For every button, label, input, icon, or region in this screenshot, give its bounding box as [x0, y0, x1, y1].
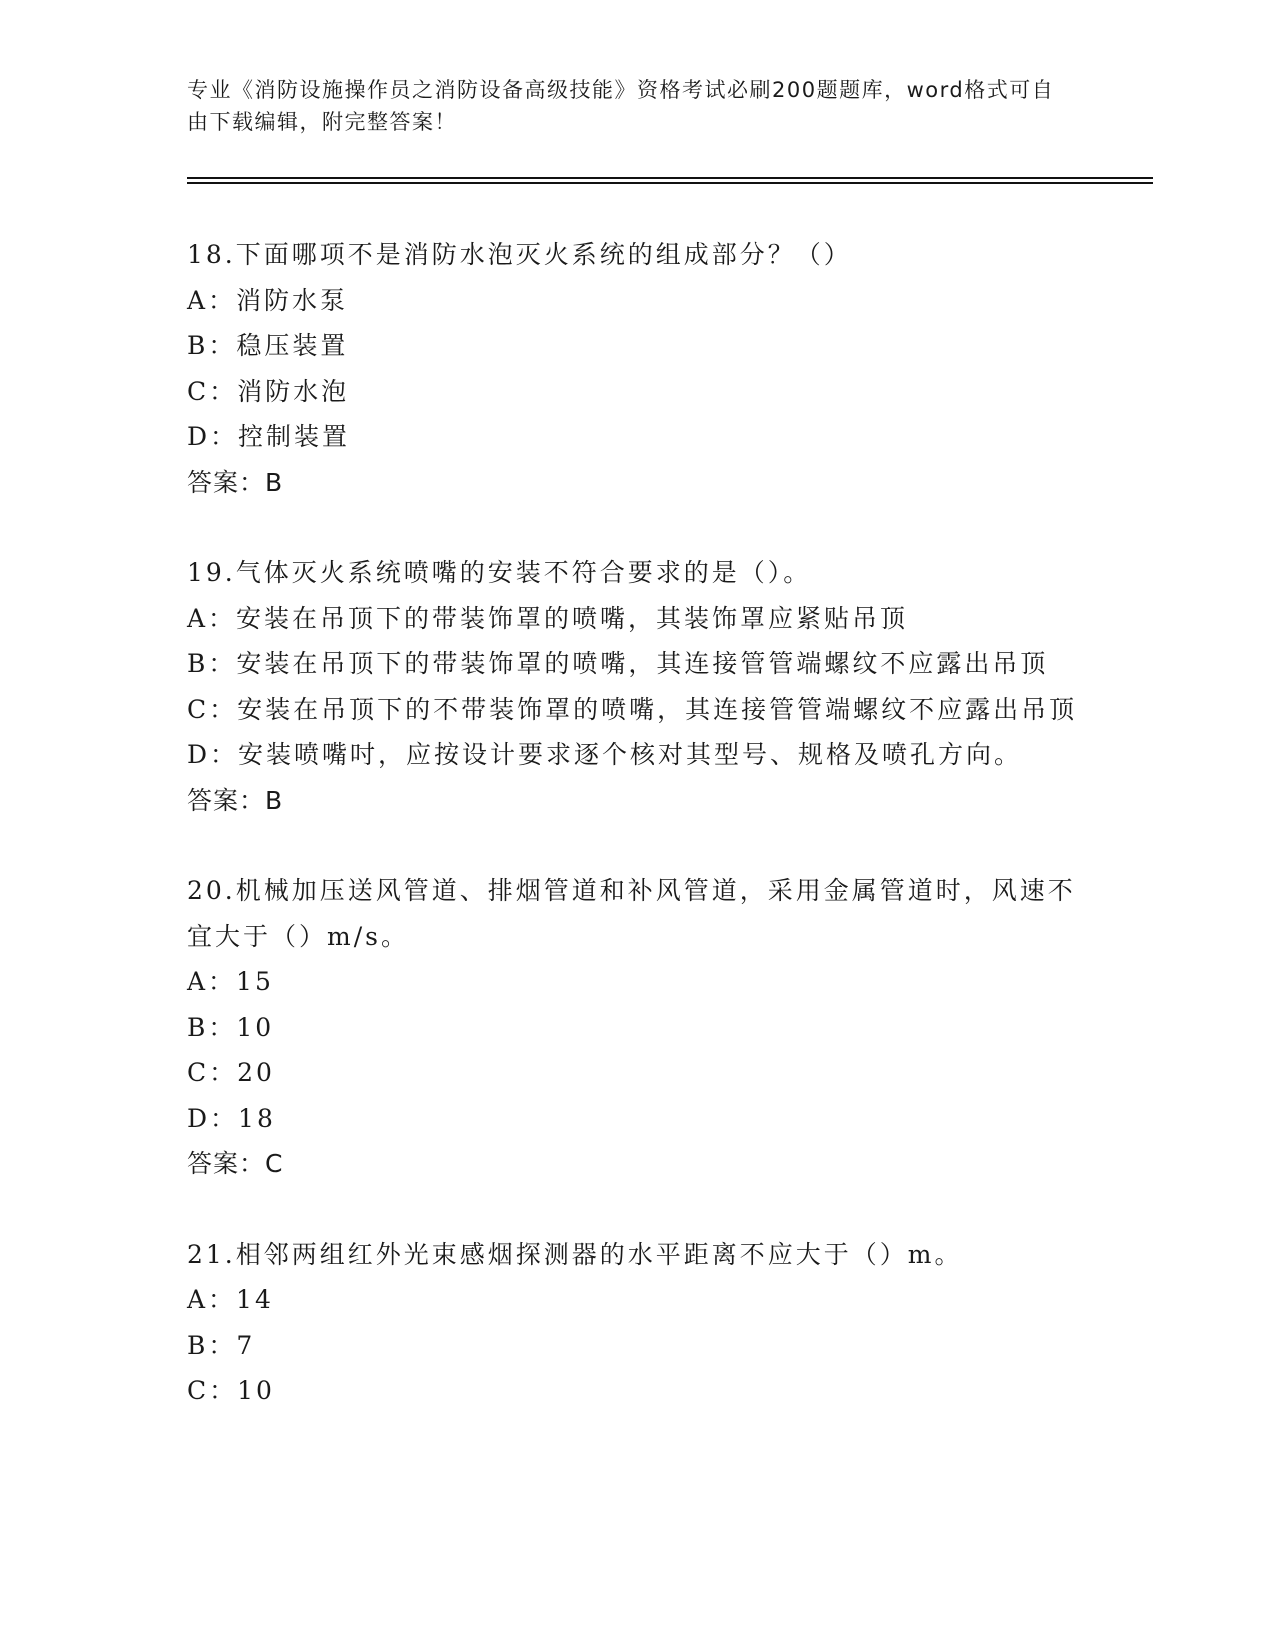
option-c: C：安装在吊顶下的不带装饰罩的喷嘴，其连接管管端螺纹不应露出吊顶 [187, 694, 1078, 724]
option-c: C：20 [187, 1058, 275, 1087]
header-divider-bottom [187, 182, 1153, 184]
question-20 [187, 868, 1087, 1187]
question-stem: 18.下面哪项不是消防水泡灭火系统的组成部分？（） [187, 240, 852, 269]
option-a: A：14 [187, 1285, 274, 1314]
option-b: B：安装在吊顶下的带装饰罩的喷嘴，其连接管管端螺纹不应露出吊顶 [187, 649, 1049, 678]
option-c: C：消防水泡 [187, 376, 350, 406]
question-19 [187, 550, 1087, 823]
document-header [187, 74, 1067, 138]
header-divider-top [187, 177, 1153, 179]
option-c: C：10 [187, 1376, 275, 1405]
header-text: 专业《消防设施操作员之消防设备高级技能》资格考试必刷200题题库，word格式可自由下载编辑，附完整答案！ [187, 78, 1055, 134]
option-b: B：10 [187, 1012, 275, 1042]
option-d: D：控制装置 [187, 422, 351, 451]
answer-text: 答案：B [187, 785, 284, 815]
option-b: B：稳压装置 [187, 331, 349, 360]
option-a: A：安装在吊顶下的带装饰罩的喷嘴，其装饰罩应紧贴吊顶 [187, 603, 909, 633]
question-18 [187, 232, 1087, 505]
option-d: D：安装喷嘴吋，应按设计要求逐个核对其型号、规格及喷孔方向。 [187, 740, 1023, 769]
option-d: D：18 [187, 1103, 276, 1133]
answer-text: 答案：C [187, 1149, 284, 1178]
option-b: B：7 [187, 1330, 256, 1360]
option-a: A：15 [187, 967, 274, 996]
question-stem: 20.机械加压送风管道、排烟管道和补风管道，采用金属管道时，风速不宜大于（）m/s。 [187, 876, 1076, 951]
question-21 [187, 1232, 1087, 1414]
question-list [187, 232, 1087, 1414]
option-a: A：消防水泵 [187, 285, 349, 315]
question-stem: 19.气体灭火系统喷嘴的安装不符合要求的是（）。 [187, 558, 812, 587]
question-stem: 21.相邻两组红外光束感烟探测器的水平距离不应大于（）m。 [187, 1239, 963, 1269]
answer-text: 答案：B [187, 467, 284, 497]
